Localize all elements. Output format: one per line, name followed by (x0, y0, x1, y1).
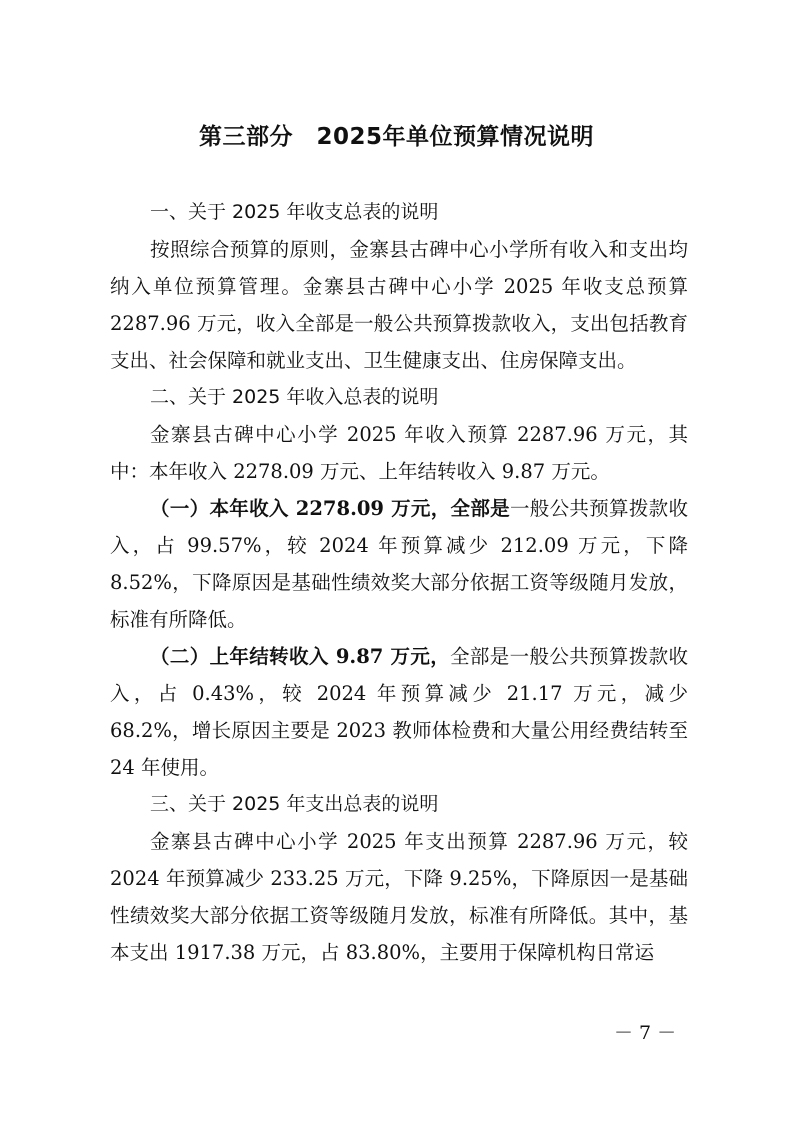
section-2-paragraph-1 (110, 416, 688, 490)
page-title: 第三部分 2025年单位预算情况说明 (198, 124, 594, 150)
paragraph-lead: （一）本年收入 2278.09 万元，全部是 (150, 497, 510, 520)
paragraph-text: 金寨县古碑中心小学 2025 年支出预算 2287.96 万元，较 2024 年预算减少 233.25 万元，下降 9.25%，下降原因一是基础性绩效奖大部分依据工资等级随月发放，标准有所降低。其中，基本支出 1917.38 万元，占 83.80%，主要用于保障机构日常运 (110, 830, 688, 964)
section-heading-1: 一、关于 2025 年收支总表的说明 (150, 201, 439, 223)
section-3-paragraph-1 (110, 823, 688, 971)
paragraph-text: 全部是一般公共预算拨款收入，占 0.43%，较 2024 年预算减少 21.17 万元，减少 68.2%，增长原因主要是 2023 教师体检费和大量公用经费结转至 24 年使用。 (110, 645, 688, 779)
section-heading-3: 三、关于 2025 年支出总表的说明 (150, 793, 439, 815)
paragraph-text: 金寨县古碑中心小学 2025 年收入预算 2287.96 万元，其中：本年收入 2278.09 万元、上年结转收入 9.87 万元。 (110, 423, 688, 483)
section-2-paragraph-2 (110, 490, 688, 638)
document-body (110, 194, 688, 971)
paragraph-text: 按照综合预算的原则，金寨县古碑中心小学所有收入和支出均纳入单位预算管理。金寨县古碑中心小学 2025 年收支总预算 2287.96 万元，收入全部是一般公共预算拨款收入，支出包括教育支出、社会保障和就业支出、卫生健康支出、住房保障支出。 (110, 238, 688, 372)
section-2-paragraph-3 (110, 638, 688, 786)
page-number: － 7 － (614, 1022, 677, 1044)
paragraph-lead: （二）上年结转收入 9.87 万元， (150, 645, 451, 668)
paragraph-text: 一般公共预算拨款收入，占 99.57%，较 2024 年预算减少 212.09 万元，下降 8.52%，下降原因是基础性绩效奖大部分依据工资等级随月发放，标准有所降低。 (110, 497, 688, 631)
section-heading-2: 二、关于 2025 年收入总表的说明 (150, 386, 439, 408)
section-1-paragraph-1 (110, 231, 688, 379)
